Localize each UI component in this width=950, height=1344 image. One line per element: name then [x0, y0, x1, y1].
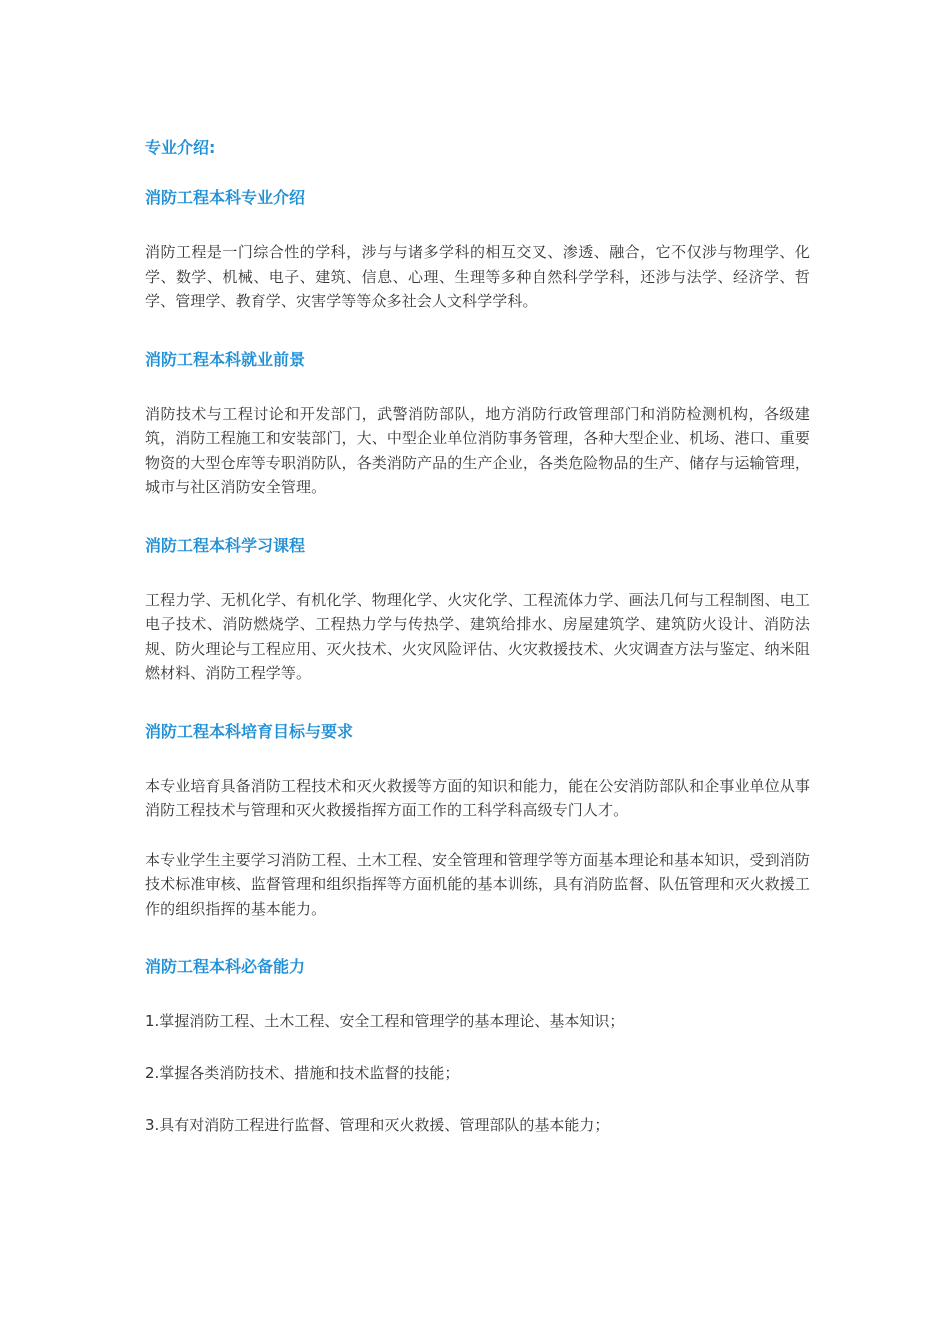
section-heading: 消防工程本科学习课程 — [145, 535, 306, 555]
intro-label: 专业介绍: — [145, 138, 216, 157]
section-major-intro — [145, 186, 810, 314]
paragraph: 工程力学、无机化学、有机化学、物理化学、火灾化学、工程流体力学、画法几何与工程制图、电工电子技术、消防燃烧学、工程热力学与传热学、建筑给排水、房屋建筑学、建筑防火设计、消防法规、防火理论与工程应用、灭火技术、火灾风险评估、火灾救援技术、火灾调查方法与鉴定、纳米阻燃材料、消防工程学等。 — [145, 590, 810, 682]
section-heading: 消防工程本科就业前景 — [145, 349, 306, 369]
section-heading: 消防工程本科培育目标与要求 — [145, 721, 354, 741]
list-item: 2.掌握各类消防技术、措施和技术监督的技能； — [145, 1064, 460, 1082]
paragraph: 本专业学生主要学习消防工程、土木工程、安全管理和管理学等方面基本理论和基本知识，受到消防技术标准审核、监督管理和组织指挥等方面机能的基本训练，具有消防监督、队伍管理和灭火救援工作的组织指挥的基本能力。 — [145, 850, 810, 918]
section-employment-prospects — [145, 348, 810, 500]
list-item: 1.掌握消防工程、土木工程、安全工程和管理学的基本理论、基本知识； — [145, 1012, 625, 1030]
document-page — [145, 136, 810, 1171]
paragraph: 本专业培育具备消防工程技术和灭火救援等方面的知识和能力，能在公安消防部队和企事业单位从事消防工程技术与管理和灭火救援指挥方面工作的工科学科高级专门人才。 — [145, 776, 810, 819]
paragraph: 消防工程是一门综合性的学科，涉与与诸多学科的相互交叉、渗透、融合，它不仅涉与物理学、化学、数学、机械、电子、建筑、信息、心理、生理等多种自然科学学科，还涉与法学、经济学、哲学、管理学、教育学、灾害学等等众多社会人文科学学科。 — [145, 243, 810, 310]
section-heading: 消防工程本科专业介绍 — [145, 188, 306, 207]
list-item: 3.具有对消防工程进行监督、管理和灭火救援、管理部队的基本能力； — [145, 1116, 610, 1134]
section-training-goals — [145, 720, 810, 922]
section-heading: 消防工程本科必备能力 — [145, 957, 306, 976]
paragraph: 消防技术与工程讨论和开发部门，武警消防部队，地方消防行政管理部门和消防检测机构，各级建筑，消防工程施工和安装部门，大、中型企业单位消防事务管理，各种大型企业、机场、港口、重要物资的大型仓库等专职消防队，各类消防产品的生产企业，各类危险物品的生产、储存与运输管理，城市与社区消防安全管理。 — [145, 404, 810, 496]
section-courses — [145, 534, 810, 686]
section-required-abilities — [145, 955, 810, 1137]
